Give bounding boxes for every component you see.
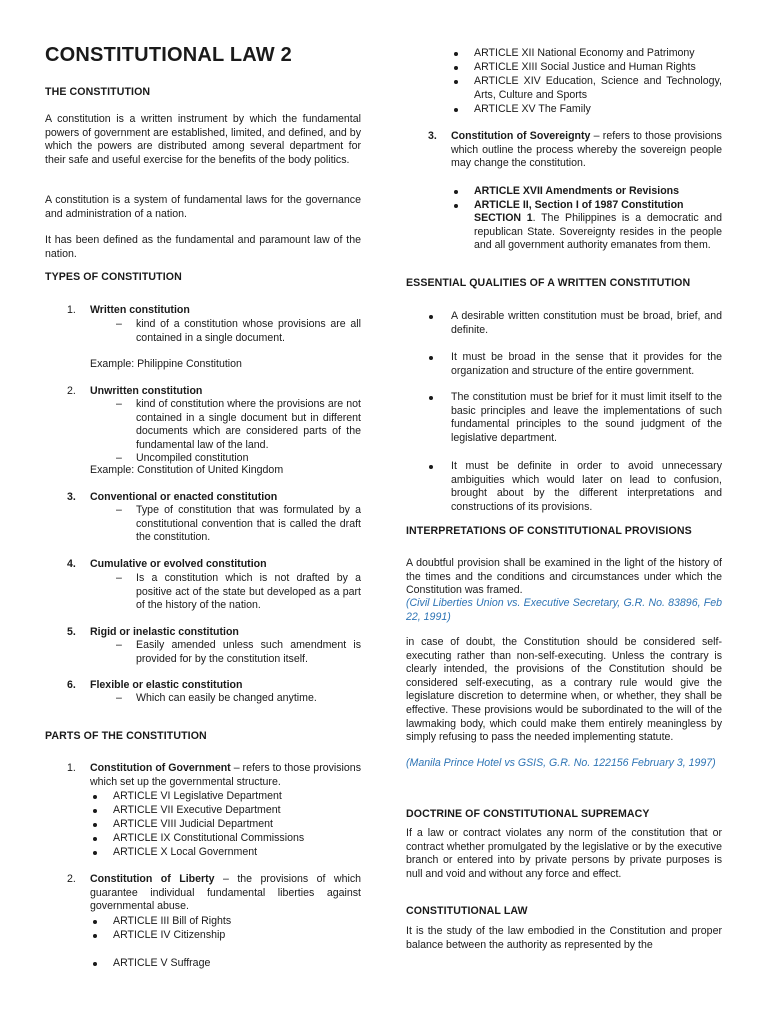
case-citation: (Manila Prince Hotel vs GSIS, G.R. No. 122156 February 3, 1997) bbox=[406, 757, 716, 769]
heading-parts-of-constitution: PARTS OF THE CONSTITUTION bbox=[45, 730, 207, 742]
heading-the-constitution: THE CONSTITUTION bbox=[45, 86, 151, 98]
article-item: ARTICLE VII Executive Department bbox=[113, 804, 281, 816]
dash-marker: – bbox=[116, 572, 122, 584]
bullet-marker bbox=[93, 823, 97, 827]
list-number: 2. bbox=[67, 385, 76, 397]
type-name: Conventional or enacted constitution bbox=[90, 491, 278, 503]
list-number: 1. bbox=[67, 304, 76, 316]
bullet-marker bbox=[454, 66, 458, 70]
quality-item: It must be broad in the sense that it provides for the organization and structure of the entire government. bbox=[451, 351, 722, 377]
type-example: Example: Philippine Constitution bbox=[90, 358, 242, 370]
bullet-marker bbox=[93, 962, 97, 966]
heading-types-of-constitution: TYPES OF CONSTITUTION bbox=[45, 271, 182, 283]
part-description bbox=[90, 873, 361, 914]
article-item: ARTICLE IX Constitutional Commissions bbox=[113, 832, 305, 844]
type-detail: Easily amended unless such amendment is provided for by the constitution itself. bbox=[136, 639, 361, 665]
constitution-paragraph: A constitution is a system of fundamental laws for the governance and administration of a nation. bbox=[45, 194, 361, 220]
bullet-marker bbox=[93, 920, 97, 924]
type-name: Unwritten constitution bbox=[90, 385, 203, 397]
heading-interpretations: INTERPRETATIONS OF CONSTITUTIONAL PROVISIONS bbox=[406, 525, 692, 537]
bullet-marker bbox=[429, 315, 433, 319]
article-item: ARTICLE II, Section I of 1987 Constitution bbox=[474, 199, 684, 211]
heading-constitutional-law: CONSTITUTIONAL LAW bbox=[406, 905, 528, 917]
type-detail: kind of a constitution whose provisions are all contained in a single document. bbox=[136, 318, 361, 344]
article-item: ARTICLE VI Legislative Department bbox=[113, 790, 282, 802]
list-number: 3. bbox=[428, 130, 437, 142]
part-desc-text: – the provisions of which guarantee individual fundamental liberties against governmental abuse. bbox=[90, 873, 362, 913]
dash-marker: – bbox=[116, 692, 122, 704]
constitution-paragraph: A constitution is a written instrument by which the fundamental powers of government are established, limited, and defined, and by which the powers are distributed among several department for their safe and useful exercise for the benefits of the body politics. bbox=[45, 113, 361, 166]
dash-marker: – bbox=[116, 398, 122, 410]
bullet-marker bbox=[93, 837, 97, 841]
part-name: Constitution of Government bbox=[90, 762, 231, 774]
bullet-marker bbox=[429, 396, 433, 400]
bullet-marker bbox=[93, 795, 97, 799]
article-item: ARTICLE XIII Social Justice and Human Rights bbox=[474, 61, 696, 73]
type-name: Rigid or inelastic constitution bbox=[90, 626, 239, 638]
type-name: Written constitution bbox=[90, 304, 190, 316]
article-item: ARTICLE XVII Amendments or Revisions bbox=[474, 185, 680, 197]
bullet-marker bbox=[454, 80, 458, 84]
bullet-marker bbox=[93, 851, 97, 855]
interpretation-paragraph: in case of doubt, the Constitution should be considered self-executing rather than non-self-executing. Unless the contrary is clearly intended, the provisions of the Constitution should be considered self-executing, as a contrary rule would give the legislature discretion to determine when, or whether, they shall be effective. These provisions would be subordinated to the will of the lawmaking body, which could make them entirely meaningless by simply refusing to pass the needed implementing statute. bbox=[406, 636, 722, 744]
heading-constitutional-supremacy: DOCTRINE OF CONSTITUTIONAL SUPREMACY bbox=[406, 808, 650, 820]
article-item: ARTICLE XII National Economy and Patrimony bbox=[474, 47, 695, 59]
list-number: 5. bbox=[67, 626, 76, 638]
part-description bbox=[90, 762, 361, 789]
article-item: ARTICLE V Suffrage bbox=[113, 957, 211, 969]
type-example: Example: Constitution of United Kingdom bbox=[90, 464, 284, 476]
bullet-marker bbox=[454, 204, 458, 208]
bullet-marker bbox=[93, 934, 97, 938]
article-item: ARTICLE X Local Government bbox=[113, 846, 258, 858]
constitutional-law-paragraph: It is the study of the law embodied in the Constitution and proper balance between the authority as represented by the bbox=[406, 925, 722, 951]
quality-item: It must be definite in order to avoid unnecessary ambiguities which would later on lead to confusion, brought about by the different interpretations and constructions of its provisions. bbox=[451, 460, 722, 513]
type-detail: kind of constitution where the provisions are not contained in a single document but in different documents which are considered parts of the fundamental law of the land. bbox=[136, 398, 361, 451]
heading-essential-qualities: ESSENTIAL QUALITIES OF A WRITTEN CONSTITUTION bbox=[406, 277, 691, 289]
bullet-marker bbox=[93, 809, 97, 813]
article-item: ARTICLE VIII Judicial Department bbox=[113, 818, 273, 830]
part-description bbox=[451, 130, 722, 171]
list-number: 2. bbox=[67, 873, 76, 885]
quality-item: The constitution must be brief for it must limit itself to the basic principles and leave the implementations of such fundamental principles to the sound judgment of the legislative department. bbox=[451, 391, 722, 444]
section-label: SECTION 1 bbox=[474, 212, 533, 224]
bullet-marker bbox=[429, 465, 433, 469]
list-number: 6. bbox=[67, 679, 76, 691]
page-title: CONSTITUTIONAL LAW 2 bbox=[45, 44, 292, 66]
type-name: Cumulative or evolved constitution bbox=[90, 558, 267, 570]
bullet-marker bbox=[454, 52, 458, 56]
section-1-text bbox=[474, 212, 722, 253]
bullet-marker bbox=[429, 356, 433, 360]
type-detail: Type of constitution that was formulated by a constitutional convention that is called the draft the constitution. bbox=[136, 504, 361, 544]
supremacy-paragraph: If a law or contract violates any norm of the constitution that or contract whether promulgated by the legislative or by the executive branch or entered into by private persons by private purposes is null and void and without any force and effect. bbox=[406, 827, 722, 880]
article-item: ARTICLE IV Citizenship bbox=[113, 929, 226, 941]
list-number: 1. bbox=[67, 762, 76, 774]
interpretation-paragraph: A doubtful provision shall be examined in the light of the history of the times and the conditions and circumstances under which the Constitution was framed. bbox=[406, 557, 722, 597]
type-detail: Uncompiled constitution bbox=[136, 452, 249, 464]
article-item: ARTICLE XIV Education, Science and Technology, Arts, Culture and Sports bbox=[474, 75, 722, 101]
section-body: . The Philippines is a democratic and republican State. Sovereignty resides in the people and all government authority emanates from them. bbox=[474, 212, 722, 252]
part-desc-text: – refers to those provisions which set up the governmental structure. bbox=[90, 762, 361, 788]
bullet-marker bbox=[454, 190, 458, 194]
bullet-marker bbox=[454, 108, 458, 112]
quality-item: A desirable written constitution must be broad, brief, and definite. bbox=[451, 310, 722, 336]
part-name: Constitution of Liberty bbox=[90, 873, 215, 885]
dash-marker: – bbox=[116, 452, 122, 464]
dash-marker: – bbox=[116, 318, 122, 330]
dash-marker: – bbox=[116, 639, 122, 651]
list-number: 4. bbox=[67, 558, 76, 570]
article-item: ARTICLE XV The Family bbox=[474, 103, 591, 115]
list-number: 3. bbox=[67, 491, 76, 503]
part-desc-text: – refers to those provisions which outline the process whereby the sovereign people may change the constitution. bbox=[451, 130, 722, 170]
dash-marker: – bbox=[116, 504, 122, 516]
type-name: Flexible or elastic constitution bbox=[90, 679, 243, 691]
constitution-paragraph: It has been defined as the fundamental and paramount law of the nation. bbox=[45, 234, 361, 260]
type-detail: Is a constitution which is not drafted by a positive act of the state but developed as a part of the history of the nation. bbox=[136, 572, 361, 612]
case-citation: (Civil Liberties Union vs. Executive Secretary, G.R. No. 83896, Feb 22, 1991) bbox=[406, 597, 722, 623]
part-name: Constitution of Sovereignty bbox=[451, 130, 591, 142]
article-item: ARTICLE III Bill of Rights bbox=[113, 915, 232, 927]
type-detail: Which can easily be changed anytime. bbox=[136, 692, 317, 704]
